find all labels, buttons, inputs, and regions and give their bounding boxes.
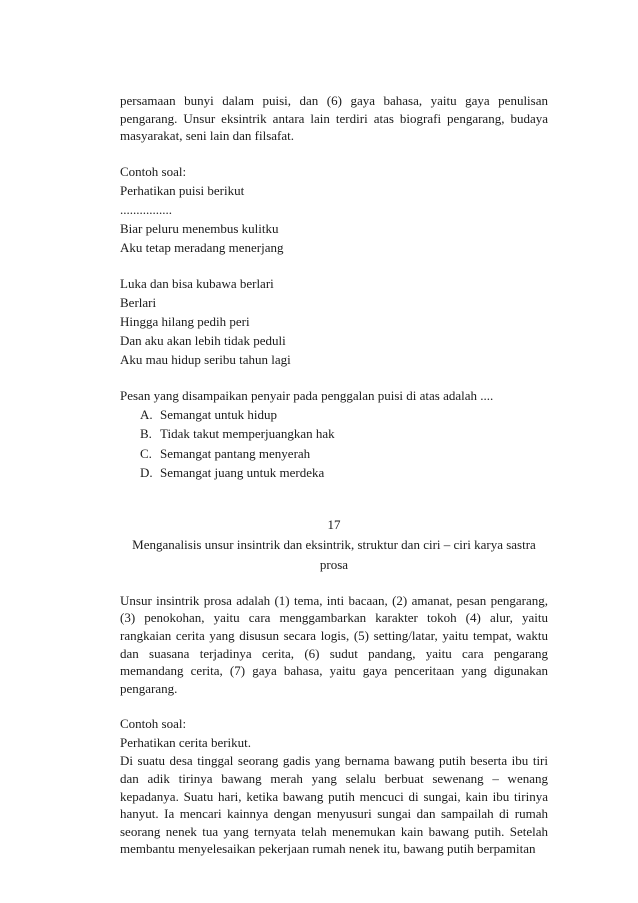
answer-option-b: B. Tidak takut memperjuangkan hak: [140, 426, 335, 442]
section-title: Menganalisis unsur insintrik dan eksintrik, struktur dan ciri – ciri karya sastra: [132, 536, 536, 552]
answer-options: [120, 405, 548, 483]
section-paragraph: Unsur insintrik prosa adalah (1) tema, inti bacaan, (2) amanat, pesan pengarang, (3) penokohan, yaitu cara menggambarkan karakter tokoh (4) alur, yaitu rangkaian cerita yang disusun secara logis, (5) setting/latar, yaitu tempat, waktu dan suasana terjadinya cerita, (6) sudut pandang, yaitu cara pengarang memandang cerita, (7) gaya bahasa, yaitu gaya penceritaan yang digunakan pengarang.: [120, 592, 548, 696]
intro-paragraph: persamaan bunyi dalam puisi, dan (6) gaya bahasa, yaitu gaya penulisan pengarang. Unsur eksintrik antara lain terdiri atas biografi pengarang, budaya masyarakat, seni lain dan filsafat.: [120, 93, 548, 144]
poem-line: Aku tetap meradang menerjang: [120, 239, 284, 255]
poem-line: Berlari: [120, 294, 157, 310]
document-page: [120, 92, 548, 858]
example-heading: Contoh soal:: [120, 163, 187, 179]
example-2: [120, 714, 548, 858]
story-paragraph: Di suatu desa tinggal seorang gadis yang bernama bawang putih beserta ibu tiri dan adik tirinya bawang merah yang selalu berbuat sewenang – wenang kepadanya. Suatu hari, ketika bawang putih mencuci di sungai, kain ibu tirinya hanyut. Ia mencari kainnya dengan menyusuri sungai dan sampailah di rumah seorang nenek tua yang ternyata telah menemukan kain bawang putih. Setelah membantu menyelesaikan pekerjaan rumah nenek itu, bawang putih berpamitan: [120, 753, 548, 857]
poem-line: Hingga hilang pedih peri: [120, 313, 250, 329]
section-title-continued: prosa: [319, 556, 349, 572]
answer-option-c: C. Semangat pantang menyerah: [140, 445, 311, 461]
example-1: [120, 162, 548, 483]
answer-option-d: D. Semangat juang untuk merdeka: [140, 465, 325, 481]
example-instruction: Perhatikan puisi berikut: [120, 182, 245, 198]
answer-option-a: A. Semangat untuk hidup: [140, 406, 277, 422]
poem-title-dots: ................: [120, 201, 172, 217]
poem-line: Biar peluru menembus kulitku: [120, 220, 279, 236]
example-heading: Contoh soal:: [120, 716, 187, 732]
poem-line: Aku mau hidup seribu tahun lagi: [120, 351, 291, 367]
example-instruction: Perhatikan cerita berikut.: [120, 735, 252, 751]
poem-line: Luka dan bisa kubawa berlari: [120, 275, 274, 291]
question-text: Pesan yang disampaikan penyair pada penggalan puisi di atas adalah ....: [120, 387, 494, 403]
section-header: [112, 515, 556, 575]
poem-line: Dan aku akan lebih tidak peduli: [120, 332, 286, 348]
section-number: 17: [327, 516, 341, 532]
